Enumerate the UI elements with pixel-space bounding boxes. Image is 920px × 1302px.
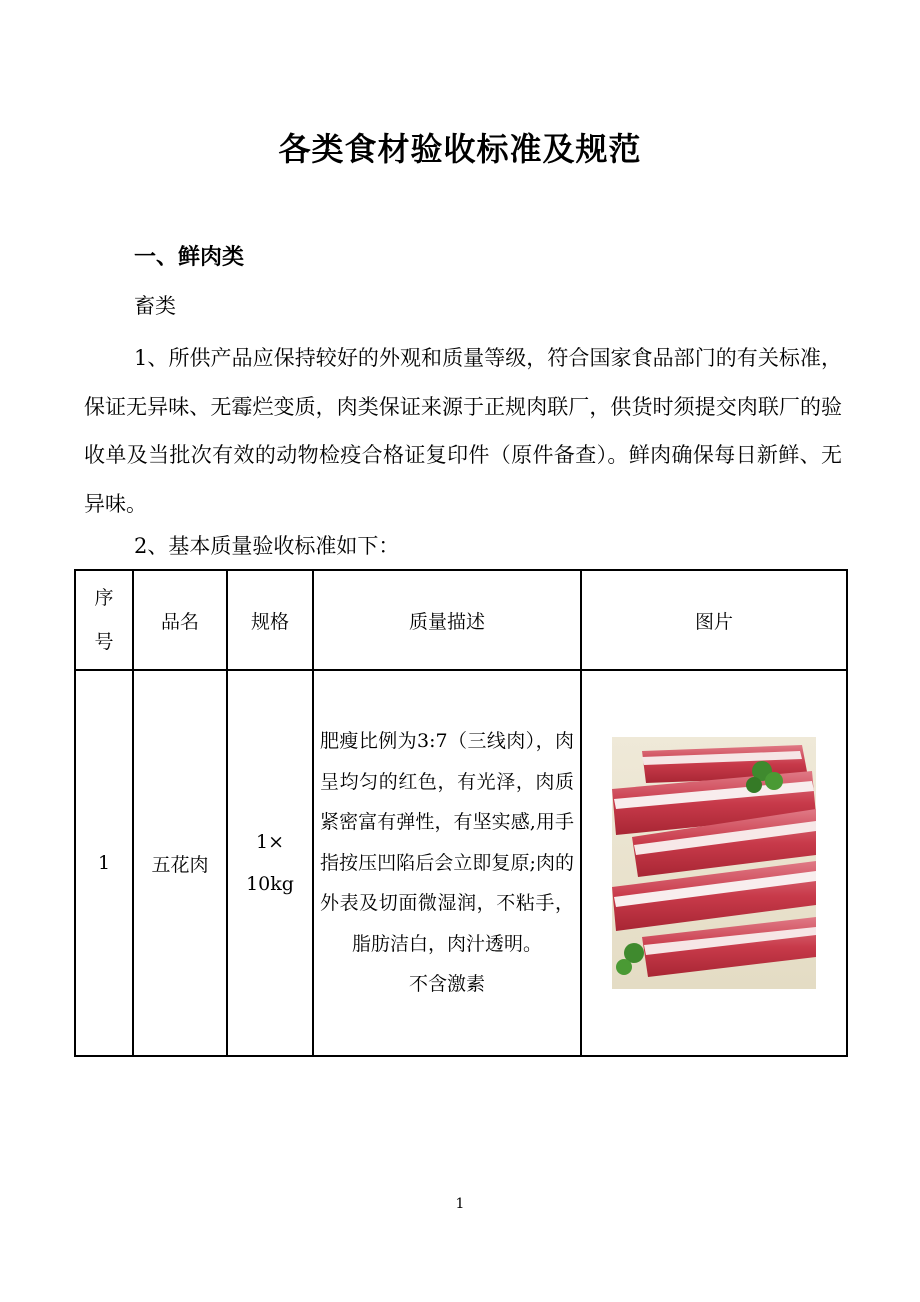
table-row xyxy=(75,670,847,1056)
paragraph-1 xyxy=(84,334,842,528)
page-number: 1 xyxy=(455,1196,465,1212)
header-no-line1: 序 xyxy=(94,587,114,609)
cell-no: 1 xyxy=(75,670,133,1056)
header-no xyxy=(75,570,133,670)
page-title: 各类食材验收标准及规范 xyxy=(278,130,642,168)
header-no-line2: 号 xyxy=(94,631,114,653)
header-name: 品名 xyxy=(133,570,227,670)
section-subheading: 畜类 xyxy=(134,294,176,318)
cell-quality-text: 肥瘦比例为3:7（三线肉），肉呈均匀的红色，有光泽，肉质紧密富有弹性，有坚实感,用手指按压凹陷后会立即复原;肉的外表及切面微湿润，不粘手，脂肪洁白，肉汁透明。 xyxy=(320,730,574,955)
cell-spec-line2: 10kg xyxy=(246,873,294,895)
header-quality: 质量描述 xyxy=(313,570,581,670)
cell-name: 五花肉 xyxy=(133,670,227,1056)
section-heading: 一、鲜肉类 xyxy=(134,245,245,270)
cell-spec-line1: 1× xyxy=(255,831,284,853)
quality-table xyxy=(74,569,848,1057)
table-header-row xyxy=(75,570,847,670)
cell-image xyxy=(581,670,847,1056)
paragraph-1-text: 1、所供产品应保持较好的外观和质量等级，符合国家食品部门的有关标准，保证无异味、无霉烂变质，肉类保证来源于正规肉联厂，供货时须提交肉联厂的验收单及当批次有效的动物检疫合格证复印件（原件备查）。鲜肉确保每日新鲜、无异味。 xyxy=(84,346,842,516)
cell-quality xyxy=(313,670,581,1056)
cell-spec xyxy=(227,670,313,1056)
pork-belly-photo-icon xyxy=(612,737,816,989)
header-image: 图片 xyxy=(581,570,847,670)
header-spec: 规格 xyxy=(227,570,313,670)
paragraph-2: 2、基本质量验收标准如下： xyxy=(134,534,400,558)
cell-quality-note: 不含激素 xyxy=(408,973,485,996)
